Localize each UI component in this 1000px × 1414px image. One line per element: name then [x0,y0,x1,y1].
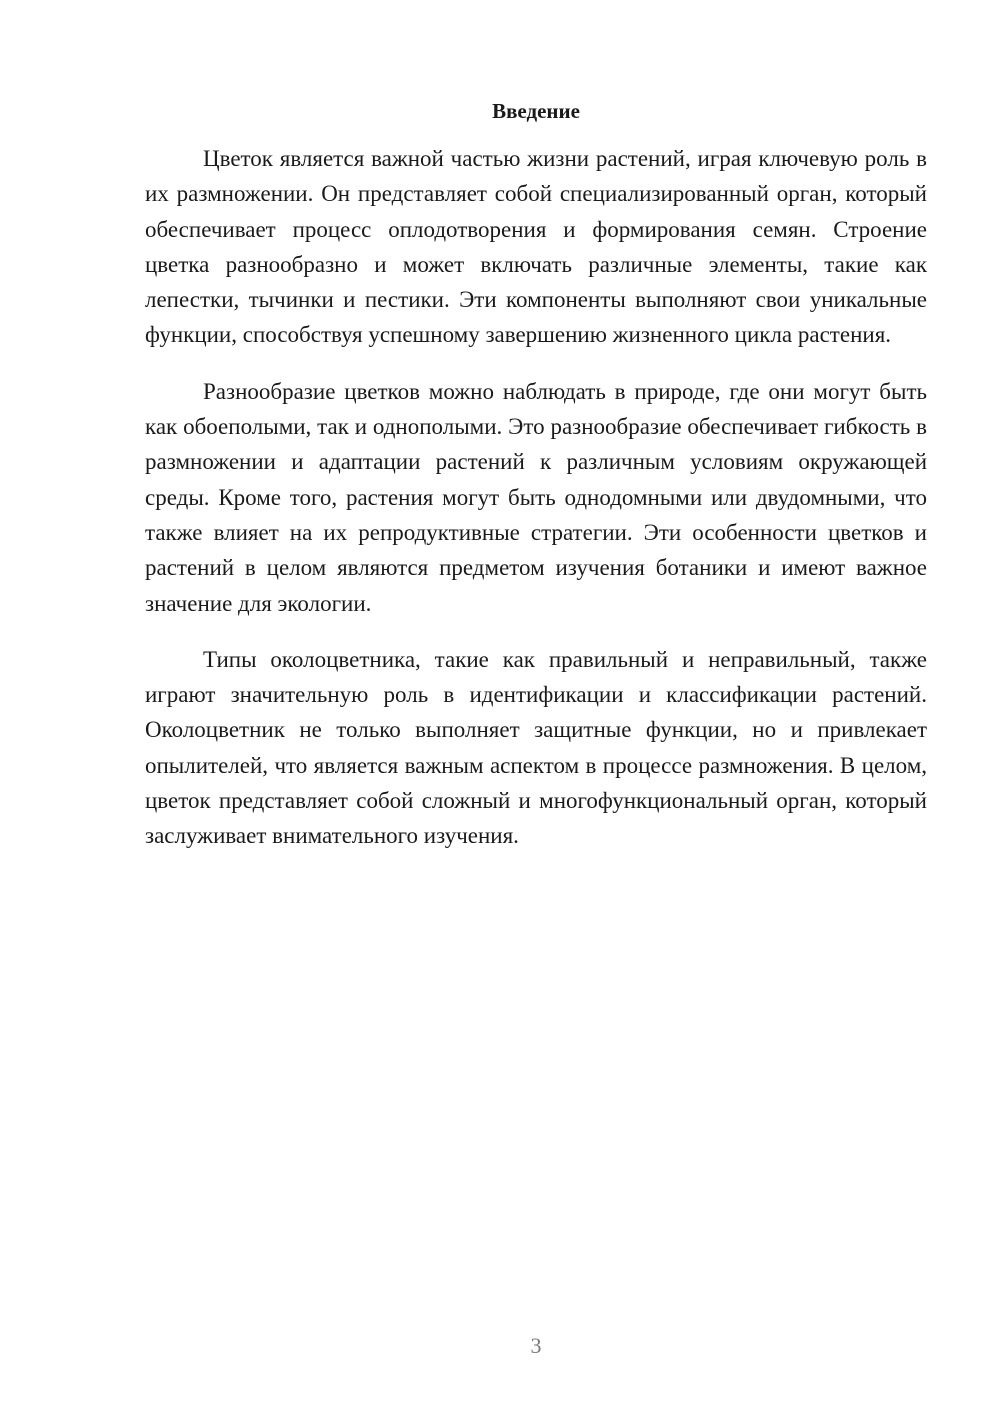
page-heading: Введение [492,99,580,123]
document-body [145,141,927,875]
paragraph-1: Цветок является важной частью жизни растений, играя ключевую роль в их размножении. Он представляет собой специализированный орган, который обеспечивает процесс оплодотворения и формирования семян. Строение цветка разнообразно и может включать различные элементы, такие как лепестки, тычинки и пестики. Эти компоненты выполняют свои уникальные функции, способствуя успешному завершению жизненного цикла растения. [145,146,927,348]
page-number: 3 [530,1333,542,1358]
paragraph-3: Типы околоцветника, такие как правильный и неправильный, также играют значительную роль в идентификации и классификации растений. Околоцветник не только выполняет защитные функции, но и привлекает опылителей, что является важным аспектом в процессе размножения. В целом, цветок представляет собой сложный и многофункциональный орган, который заслуживает внимательного изучения. [145,646,927,849]
paragraph-2: Разнообразие цветков можно наблюдать в природе, где они могут быть как обоеполыми, так и однополыми. Это разнообразие обеспечивает гибкость в размножении и адаптации растений к различным условиям окружающей среды. Кроме того, растения могут быть однодомными или двудомными, что также влияет на их репродуктивные стратегии. Эти особенности цветков и растений в целом являются предметом изучения ботаники и имеют важное значение для экологии. [145,378,927,616]
